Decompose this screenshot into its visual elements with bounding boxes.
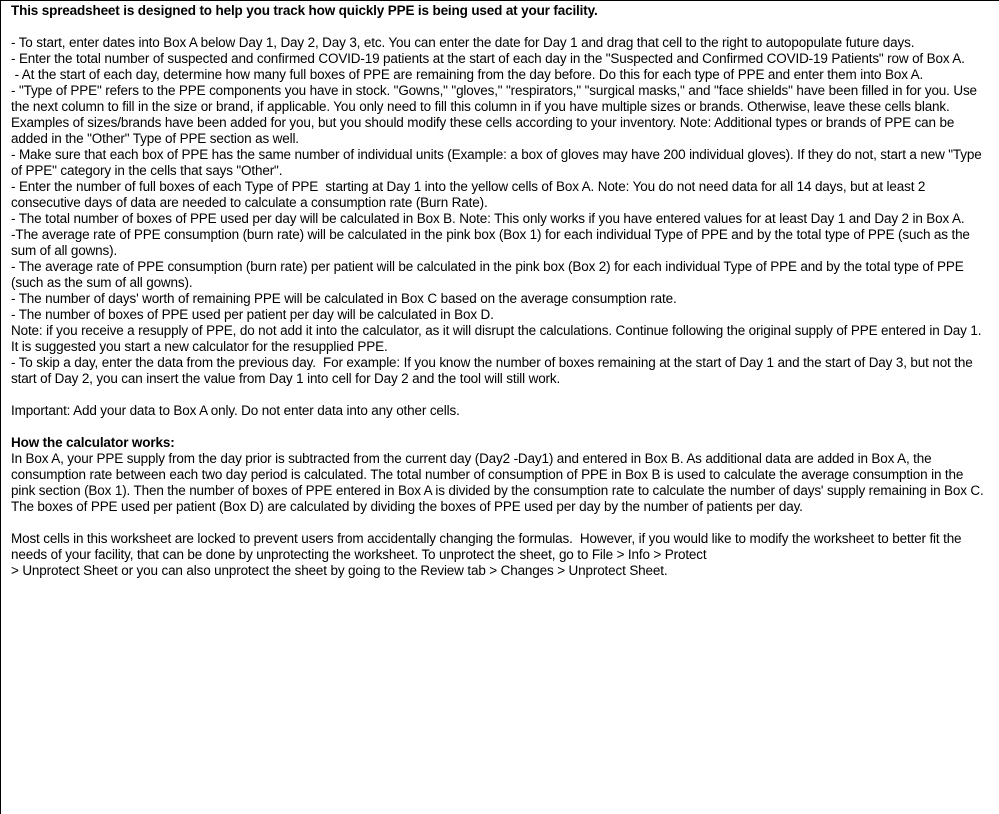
sheet-title: This spreadsheet is designed to help you track how quickly PPE is being used at your facility. [11,3,598,18]
instruction-item: - The number of days' worth of remaining PPE will be calculated in Box C based on the average consumption rate. [11,291,677,306]
instruction-item: - To skip a day, enter the data from the previous day. For example: If you know the number of boxes remaining at the start of Day 1 and the start of Day 3, but not the start of Day 2, you can insert the value from Day 1 into cell for Day 2 and the tool will still work. [11,355,977,386]
instruction-item: - Make sure that each box of PPE has the same number of individual units (Example: a box of gloves may have 200 individual gloves). If they do not, start a new "Type of PPE" category in the cells that says "Other". [11,147,986,178]
how-description: In Box A, your PPE supply from the day prior is subtracted from the current day (Day2 -Day1) and entered in Box B. As additional data are added in Box A, the consumption rate between each two day period is calculated. The total number of consumption of PPE in Box B is used to calculate the average consumption in the pink section (Box 1). Then the number of boxes of PPE entered in Box A is divided by the consumption rate to calculate the number of days' supply remaining in Box C. The boxes of PPE used per patient (Box D) are calculated by dividing the boxes of PPE used per day by the number of patients per day. [11,451,987,514]
instruction-item: -The average rate of PPE consumption (burn rate) will be calculated in the pink box (Box 1) for each individual Type of PPE and by the total type of PPE (such as the sum of all gowns). [11,227,974,258]
instructions-text [11,3,990,579]
blank-line [11,515,990,531]
protect-note: Most cells in this worksheet are locked to prevent users from accidentally changing the formulas. However, if you would like to modify the worksheet to better fit the needs of your facility, that can be done by unprotecting the worksheet. To unprotect the sheet, go to File > Info > Protect [11,531,966,562]
instruction-item: - "Type of PPE" refers to the PPE components you have in stock. "Gowns," "gloves," "respirators," "surgical masks," and "face shields" have been filled in for you. Use the next column to fill in the size or brand, if applicable. You only need to fill this column in if you have multiple sizes or brands. Otherwise, leave these cells blank. Examples of sizes/brands have been added for you, but you should modify these cells according to your inventory. Note: Additional types or brands of PPE can be added in the "Other" Type of PPE section as well. [11,83,981,146]
instruction-item: - Enter the number of full boxes of each Type of PPE starting at Day 1 into the yellow cells of Box A. Note: You do not need data for all 14 days, but at least 2 consecutive days of data are needed to calculate a consumption rate (Burn Rate). [11,179,929,210]
important-note: Important: Add your data to Box A only. Do not enter data into any other cells. [11,403,460,418]
instruction-item: - Enter the total number of suspected and confirmed COVID-19 patients at the start of each day in the "Suspected and Confirmed COVID-19 Patients" row of Box A. [11,51,965,66]
protect-note: > Unprotect Sheet or you can also unprotect the sheet by going to the Review tab > Changes > Unprotect Sheet. [11,563,668,578]
instruction-item: - The average rate of PPE consumption (burn rate) per patient will be calculated in the pink box (Box 2) for each individual Type of PPE and by the total type of PPE (such as the sum of all gowns). [11,259,968,290]
instruction-item: - To start, enter dates into Box A below Day 1, Day 2, Day 3, etc. You can enter the date for Day 1 and drag that cell to the right to autopopulate future days. [11,35,915,50]
how-heading: How the calculator works: [11,435,175,450]
blank-line [11,419,990,435]
instruction-item: Note: if you receive a resupply of PPE, do not add it into the calculator, as it will disrupt the calculations. Continue following the original supply of PPE entered in Day 1. It is suggested you start a new calculator for the resupplied PPE. [11,323,985,354]
blank-line [11,387,990,403]
instruction-item: - At the start of each day, determine how many full boxes of PPE are remaining from the day before. Do this for each type of PPE and enter them into Box A. [11,67,924,82]
instruction-item: - The total number of boxes of PPE used per day will be calculated in Box B. Note: This only works if you have entered values for at least Day 1 and Day 2 in Box A. [11,211,965,226]
blank-line [11,19,990,35]
instruction-item: - The number of boxes of PPE used per patient per day will be calculated in Box D. [11,307,494,322]
